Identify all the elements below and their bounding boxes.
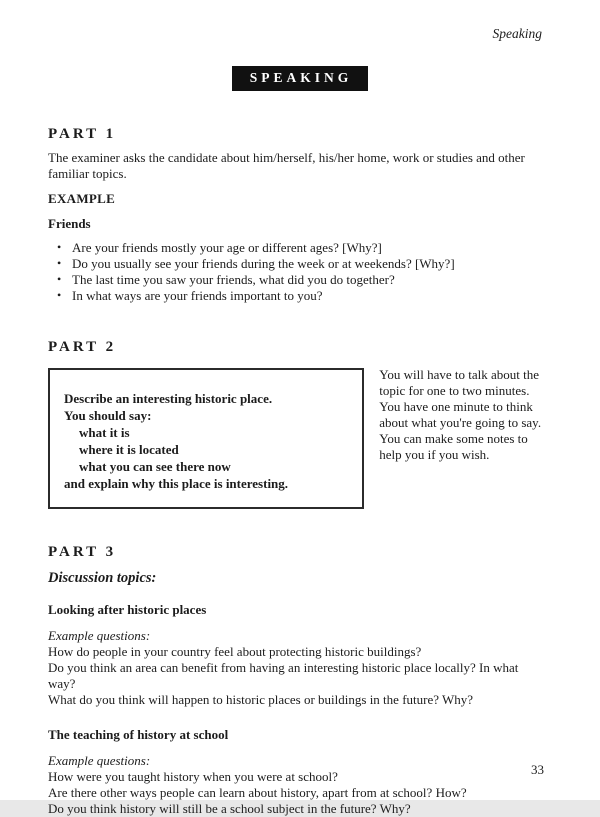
- running-head: Speaking: [492, 26, 542, 41]
- question-text: What do you think will happen to historic places or buildings in the future? Why?: [48, 692, 474, 707]
- side-note-line: You have one minute to think about what you're going to say.: [379, 399, 542, 430]
- cue-card: [48, 368, 364, 509]
- example-questions-label: Example questions:: [48, 628, 151, 643]
- discussion-topic-block: [48, 602, 548, 708]
- part1-topic-label: Friends: [48, 216, 91, 231]
- bullet-icon: •: [57, 272, 62, 286]
- section-banner: SPEAKING: [232, 66, 369, 91]
- list-item: [48, 288, 548, 304]
- question-text: How do people in your country feel about protecting historic buildings?: [48, 644, 422, 659]
- cue-point: what you can see there now: [79, 459, 231, 474]
- topic-heading: The teaching of history at school: [48, 727, 229, 742]
- question-text: Do you think history will still be a school subject in the future? Why?: [48, 801, 411, 816]
- side-note-line: You can make some notes to help you if you wish.: [379, 431, 528, 462]
- cue-card-should-say: You should say:: [64, 408, 152, 423]
- cue-card-explain: and explain why this place is interesting.: [64, 476, 289, 491]
- page-content: [0, 126, 600, 817]
- question-text: Are there other ways people can learn about history, apart from at school? How?: [48, 785, 467, 800]
- topic-heading: Looking after historic places: [48, 602, 207, 617]
- part1-title: PART 1: [48, 126, 117, 142]
- question-text: In what ways are your friends important to you?: [72, 288, 323, 303]
- cue-card-points: [64, 424, 350, 475]
- question-text: Do you think an area can benefit from having an interesting historic place locally? In what way?: [48, 660, 519, 691]
- part3-subtitle: Discussion topics:: [48, 570, 157, 586]
- part1-example-label: EXAMPLE: [48, 191, 116, 206]
- bullet-icon: •: [57, 240, 62, 254]
- part3-title: PART 3: [48, 544, 117, 560]
- side-note-line: You will have to talk about the topic for one to two minutes.: [379, 367, 539, 398]
- example-questions-label: Example questions:: [48, 753, 151, 768]
- part1-question-list: [48, 240, 548, 304]
- question-text: Do you usually see your friends during the week or at weekends? [Why?]: [72, 256, 455, 271]
- list-item: [48, 272, 548, 288]
- page-number: 33: [531, 762, 544, 777]
- discussion-topic-block: [48, 727, 548, 817]
- cue-point: what it is: [79, 425, 130, 440]
- question-text: How were you taught history when you were at school?: [48, 769, 338, 784]
- part1-intro: The examiner asks the candidate about him/herself, his/her home, work or studies and other familiar topics.: [48, 150, 525, 181]
- part2-title: PART 2: [48, 339, 117, 355]
- list-item: [48, 256, 548, 272]
- cue-card-prompt: Describe an interesting historic place.: [64, 391, 273, 406]
- side-note: [379, 367, 548, 463]
- question-text: Are your friends mostly your age or different ages? [Why?]: [72, 240, 382, 255]
- bullet-icon: •: [57, 256, 62, 270]
- bullet-icon: •: [57, 288, 62, 302]
- question-text: The last time you saw your friends, what did you do together?: [72, 272, 395, 287]
- part2-row: [48, 368, 548, 509]
- cue-point: where it is located: [79, 442, 179, 457]
- list-item: [48, 240, 548, 256]
- banner-container: [0, 66, 600, 91]
